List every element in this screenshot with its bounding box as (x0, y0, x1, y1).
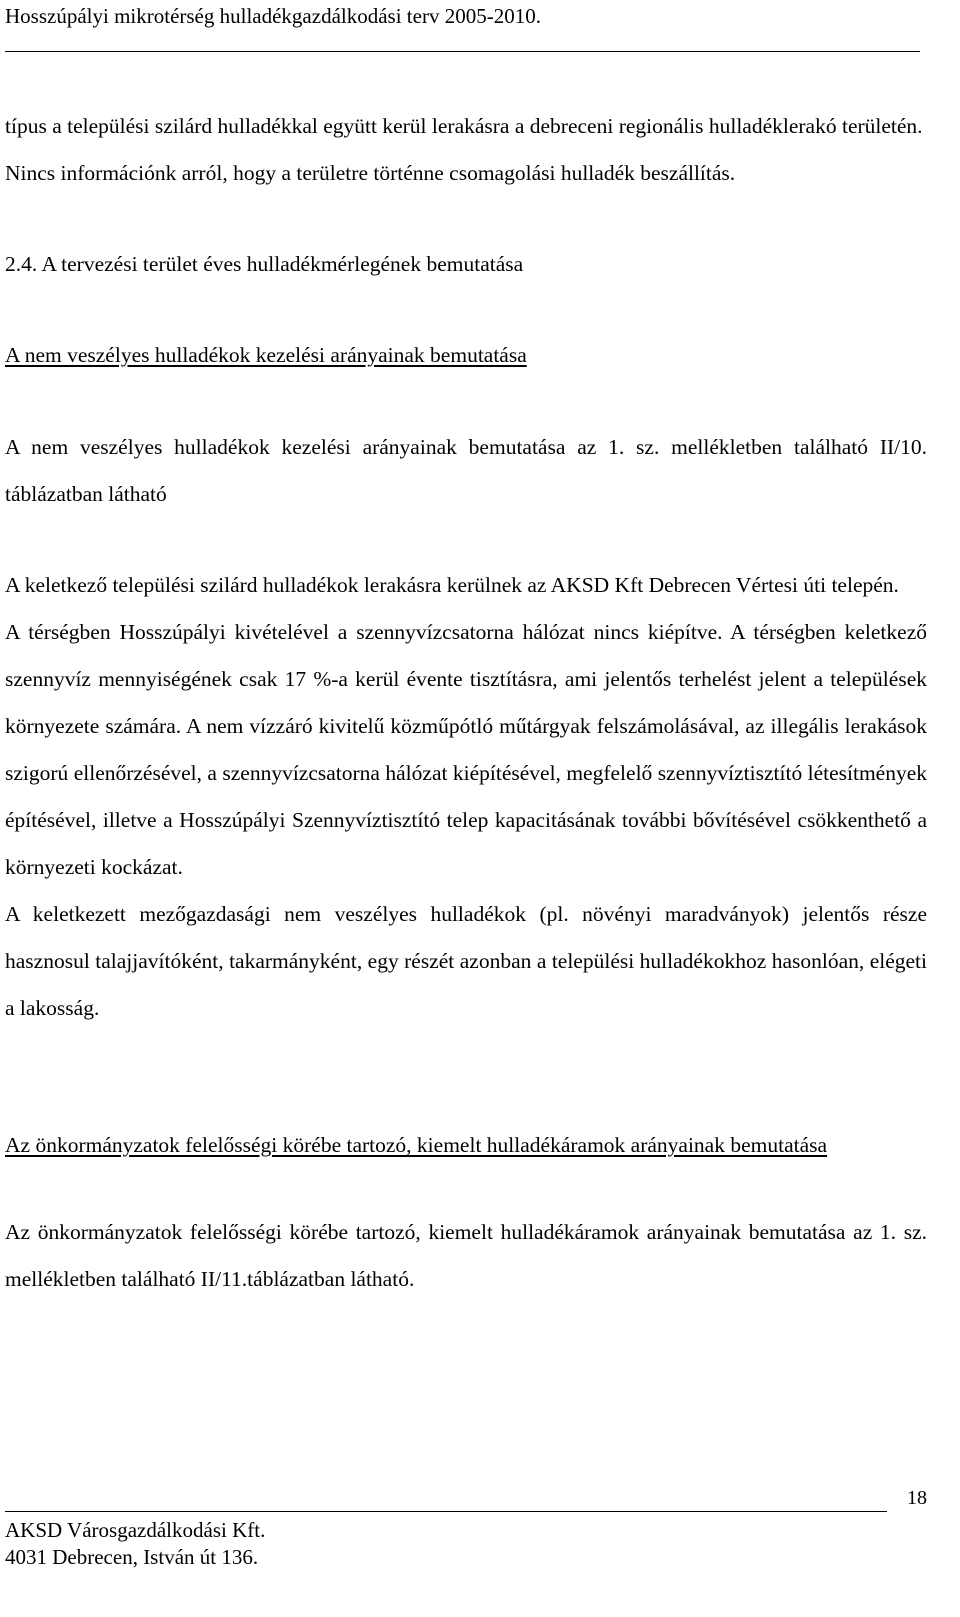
subheading-municipal-streams: Az önkormányzatok felelősségi körébe tartozó, kiemelt hulladékáramok arányainak bemutatása (5, 1133, 828, 1157)
paragraph-municipal-streams: Az önkormányzatok felelősségi körébe tartozó, kiemelt hulladékáramok arányainak bemutatása az 1. sz. mellékletben található II/11.táblázatban látható. (5, 1220, 927, 1291)
paragraph-non-hazardous-ratio: A nem veszélyes hulladékok kezelési arányainak bemutatása az 1. sz. mellékletben található II/10. táblázatban látható (5, 435, 927, 506)
subheading-non-hazardous: A nem veszélyes hulladékok kezelési arányainak bemutatása (5, 343, 527, 367)
paragraph-landfill-type: típus a települési szilárd hulladékkal együtt kerül lerakásra a debreceni regionális hulladéklerakó területén. (5, 114, 923, 138)
footer-company: AKSD Városgazdálkodási Kft. (5, 1518, 266, 1542)
footer-divider (5, 1511, 887, 1512)
paragraph-wastewater: A térségben Hosszúpályi kivételével a szennyvízcsatorna hálózat nincs kiépítve. A térségben keletkező szennyvíz mennyiségének csak 17 %-a kerül évente tisztításra, ami jelentős terhelést jelent a települések környezete számára. A nem vízzáró kivitelű közműpótló műtárgyak felszámolásával, az illegális lerakások szigorú ellenőrzésével, a szennyvízcsatorna hálózat kiépítésével, megfelelő szennyvíztisztító létesítmények építésével, illetve a Hosszúpályi Szennyvíztisztító telep kapacitásának további bővítésével csökkenthető a környezeti kockázat. (5, 620, 927, 879)
page-header-title: Hosszúpályi mikrotérség hulladékgazdálkodási terv 2005-2010. (5, 4, 541, 28)
paragraph-municipal-waste: A keletkező települési szilárd hulladékok lerakásra kerülnek az AKSD Kft Debrecen Vértesi úti telepén. (5, 573, 899, 597)
section-heading: 2.4. A tervezési terület éves hulladékmérlegének bemutatása (5, 252, 524, 276)
document-body (5, 103, 927, 1303)
paragraph-packaging-info: Nincs információnk arról, hogy a területre történne csomagolási hulladék beszállítás. (5, 161, 736, 185)
footer-address: 4031 Debrecen, István út 136. (5, 1545, 259, 1569)
header-divider (5, 51, 920, 52)
paragraph-agricultural-waste: A keletkezett mezőgazdasági nem veszélyes hulladékok (pl. növényi maradványok) jelentős része hasznosul talajjavítóként, takarmányként, egy részét azonban a települési hulladékokhoz hasonlóan, elégeti a lakosság. (5, 902, 927, 1020)
page-number: 18 (907, 1487, 927, 1509)
